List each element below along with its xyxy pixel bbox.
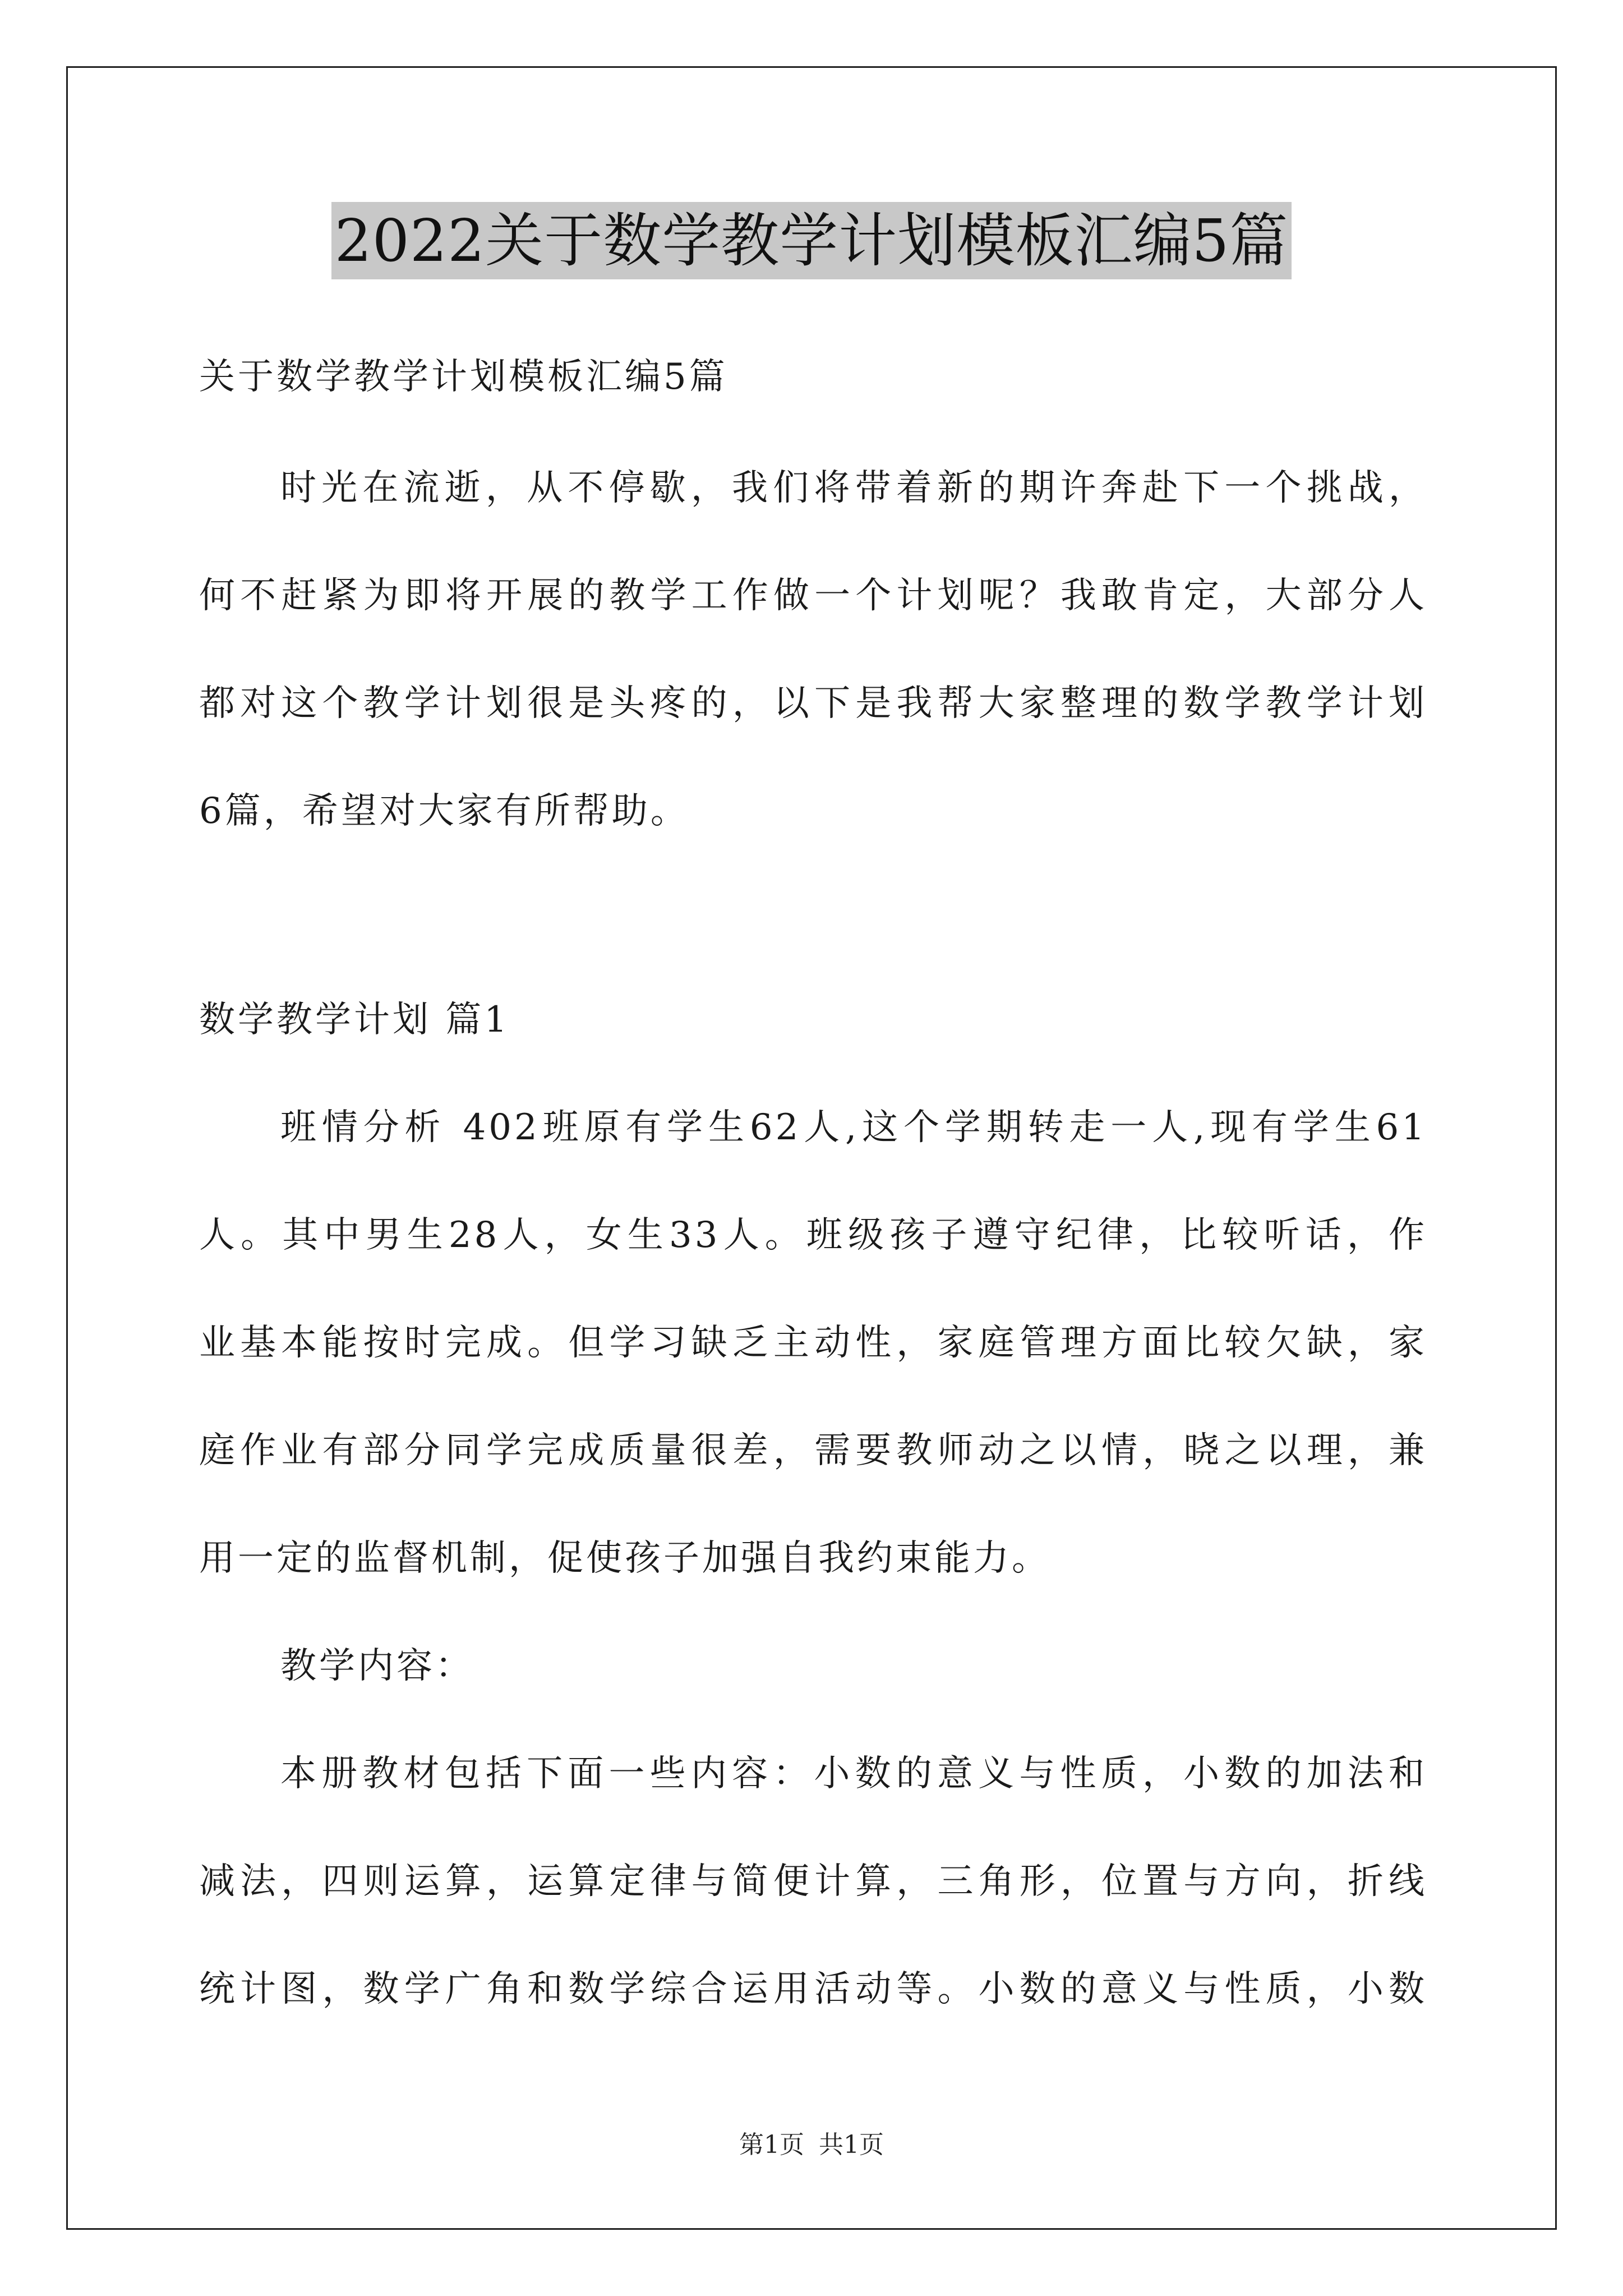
intro-line-4: 6篇，希望对大家有所帮助。 [199, 790, 689, 832]
analysis-line-5: 用一定的监督机制，促使孩子加强自我约束能力。 [199, 1538, 1050, 1579]
analysis-line-2: 人。其中男生28人，女生33人。班级孩子遵守纪律，比较听话，作 [199, 1214, 1427, 1256]
intro-line-2: 何不赶紧为即将开展的教学工作做一个计划呢？我敢肯定，大部分人 [199, 575, 1427, 616]
analysis-line-4: 庭作业有部分同学完成质量很差，需要教师动之以情，晓之以理，兼 [199, 1430, 1427, 1471]
content-line-2: 减法，四则运算，运算定律与简便计算，三角形，位置与方向，折线 [199, 1861, 1427, 1902]
title-container [0, 202, 1623, 279]
content-line-1: 本册教材包括下面一些内容：小数的意义与性质，小数的加法和 [280, 1753, 1427, 1795]
analysis-line-3: 业基本能按时完成。但学习缺乏主动性，家庭管理方面比较欠缺，家 [199, 1322, 1427, 1364]
page-footer [0, 2129, 1623, 2161]
page-number-current: 第1页 [739, 2131, 804, 2159]
intro-line-1: 时光在流逝，从不停歇，我们将带着新的期许奔赴下一个挑战， [280, 467, 1427, 509]
content-line-3: 统计图，数学广角和数学综合运用活动等。小数的意义与性质，小数 [199, 1968, 1427, 2010]
analysis-line-1: 班情分析 402班原有学生62人,这个学期转走一人,现有学生61 [280, 1107, 1427, 1148]
document-subtitle: 关于数学教学计划模板汇编5篇 [199, 356, 728, 398]
section-heading: 数学教学计划 篇1 [199, 999, 510, 1041]
document-title: 2022关于数学教学计划模板汇编5篇 [331, 202, 1292, 279]
teaching-content-heading: 教学内容： [280, 1645, 474, 1687]
page-number-total: 共1页 [819, 2131, 884, 2159]
intro-line-3: 都对这个教学计划很是头疼的，以下是我帮大家整理的数学教学计划 [199, 683, 1427, 724]
